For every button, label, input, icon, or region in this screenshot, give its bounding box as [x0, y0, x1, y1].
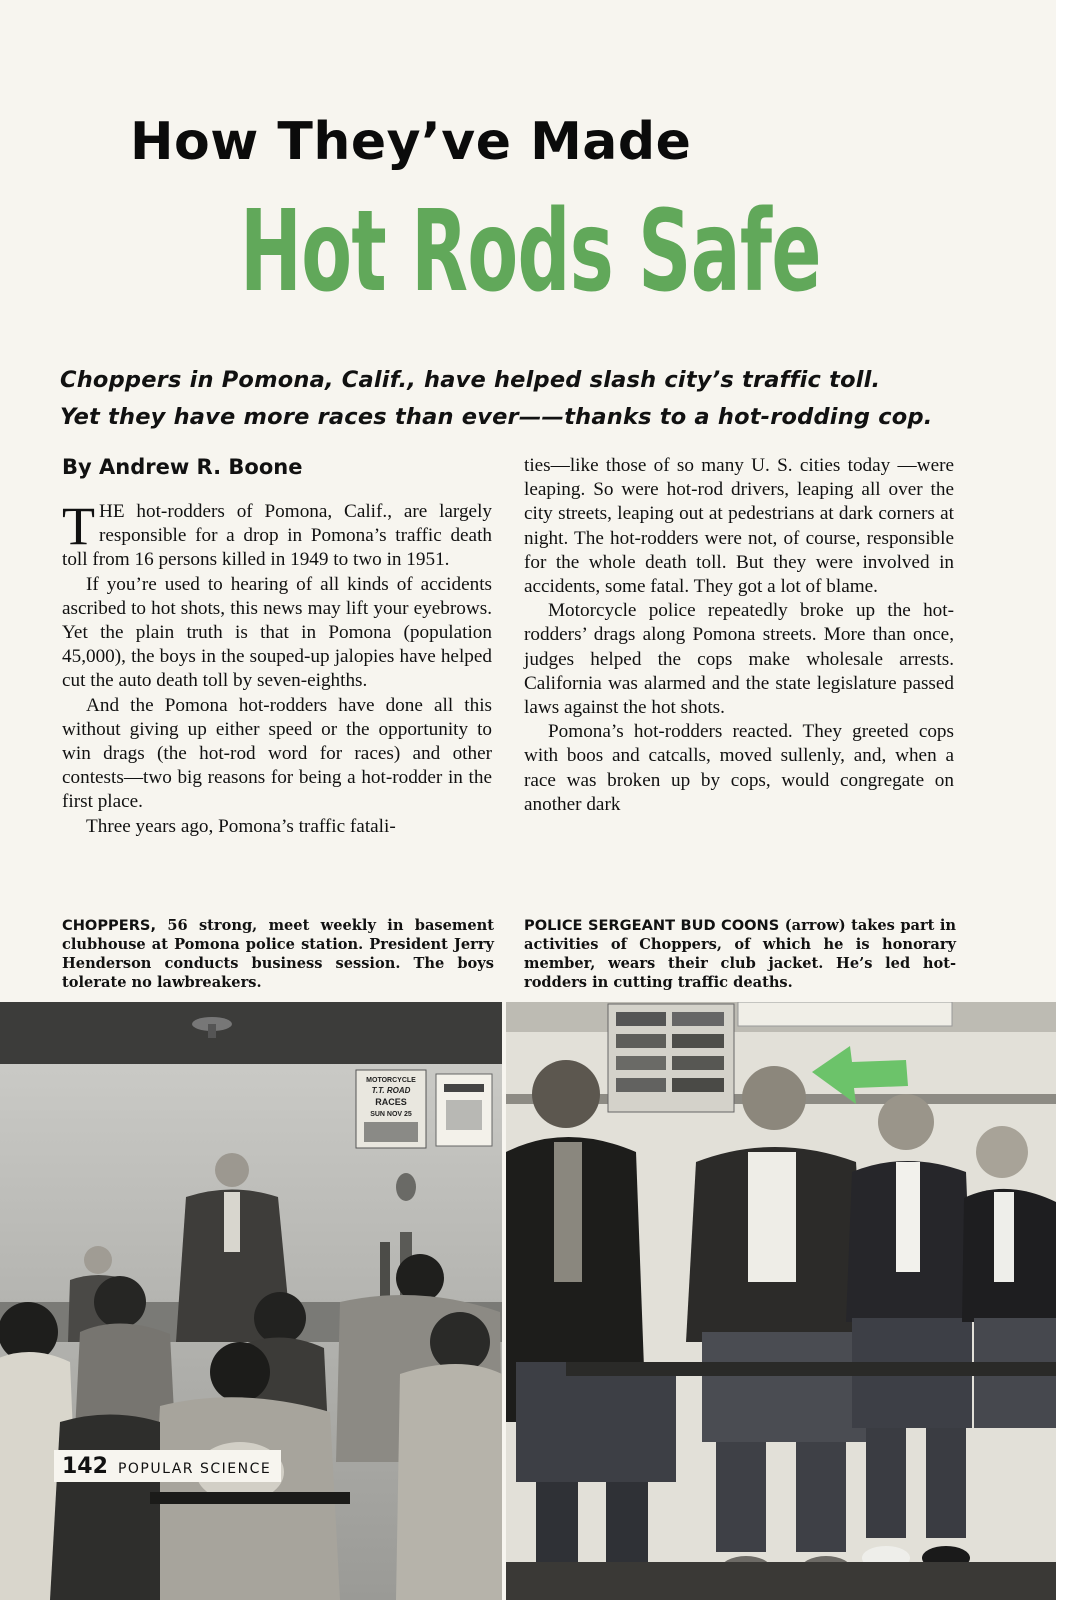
page-edge [1056, 0, 1092, 1600]
paragraph: Motorcycle police repeatedly broke up the hot-rodders’ drags along Pomona streets. More than once, judges helped the cops make wholesale arrests. California was alarmed and the state legislature passed laws against the hot shots. [524, 600, 954, 719]
caption-lead: POLICE SERGEANT BUD COONS [524, 917, 780, 934]
byline: By Andrew R. Boone [62, 455, 303, 479]
headline-line-2: Hot Rods Safe [240, 187, 821, 317]
bench [566, 1362, 1056, 1376]
photo-caption-right [524, 916, 956, 992]
caption-lead: CHOPPERS, [62, 917, 156, 934]
paragraph: Three years ago, Pomona’s traffic fatali- [86, 815, 396, 837]
page-number: 142 [62, 1454, 108, 1479]
paragraph-text: HE hot-rodders of Pomona, Calif., are largely responsible for a drop in Pomona’s traffic death toll from 16 persons killed in 1949 to two in 1951. [62, 501, 492, 571]
race-poster [356, 1070, 426, 1148]
paragraph: If you’re used to hearing of all kinds of accidents ascribed to hot shots, this news may lift your eyebrows. Yet the plain truth is that in Pomona (population 45,000), the boys in the souped-up jalopies have helped cut the auto death toll by seven-eighths. [62, 573, 492, 692]
poster-line-1: MOTORCYCLE [366, 1077, 416, 1084]
ceiling [0, 1002, 502, 1064]
caption-text: 56 strong, meet weekly in basement clubhouse at Pomona police station. President Jerry Henderson conducts business session. The boys tolerate no lawbreakers. [62, 917, 494, 991]
paragraph: Pomona’s hot-rodders reacted. They greeted cops with boos and catcalls, moved sullenly, and, when a race was broken up by cops, would congregate on another dark [524, 721, 954, 815]
magazine-name: POPULAR SCIENCE [117, 1461, 272, 1477]
deck [60, 362, 970, 436]
article-column-left [62, 496, 492, 839]
deck-line-1: Choppers in Pomona, Calif., have helped slash city’s traffic toll. [60, 367, 881, 393]
caption-text: (arrow) takes part in activities of Choppers, of which he is honorary member, wears their club jacket. He’s led hot-rodders in cutting traffic deaths. [524, 917, 957, 991]
poster-line-2: T.T. ROAD [371, 1086, 411, 1095]
photo-sergeant-with-choppers [506, 1002, 1056, 1600]
paragraph [62, 496, 492, 573]
headline-line-1: How They’ve Made [130, 112, 692, 172]
photo-club-meeting [0, 1002, 502, 1600]
folio [54, 1450, 281, 1482]
poster-line-4: SUN NOV 25 [370, 1111, 412, 1118]
article-column-right [524, 454, 954, 817]
drop-cap: T [62, 496, 95, 556]
photo-caption-left [62, 916, 494, 992]
paragraph: And the Pomona hot-rodders have done all this without giving up either speed or the opportunity to win drags (the hot-rod word for races) and other contests—two big reasons for being a hot-rodder in the first place. [62, 694, 492, 813]
sergeant-illustration [506, 1002, 1056, 1600]
photo-board [608, 1004, 734, 1112]
deck-line-2: Yet they have more races than ever——thanks to a hot-rodding cop. [60, 404, 933, 430]
paragraph: ties—like those of so many U. S. cities today —were leaping. So were hot-rod drivers, leaping all over the city streets, leaping out at pedestrians at dark corners at night. The hot-rodders were not, of course, responsible for the whole death toll. But they were involved in accidents, some fatal. They got a lot of blame. [524, 455, 954, 598]
poster-line-3: RACES [375, 1097, 407, 1107]
meeting-illustration [0, 1002, 502, 1600]
